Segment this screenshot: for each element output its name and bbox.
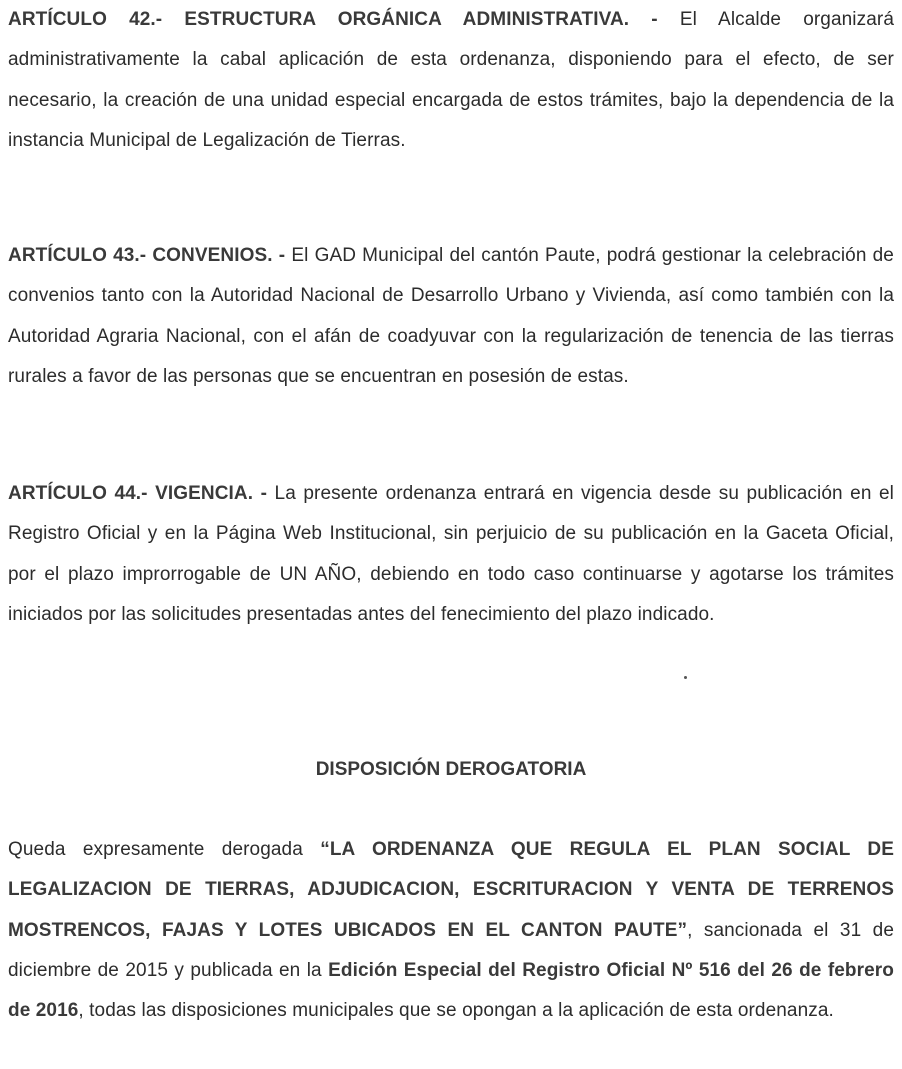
scan-speck [684, 676, 687, 679]
disposicion-intro: Queda expresamente derogada [8, 839, 321, 860]
article-43-heading: ARTÍCULO 43.- CONVENIOS. - [8, 245, 286, 266]
disposicion-middle: , sancionada el 31 de diciembre de 2015 y publicada en la [8, 919, 894, 981]
article-42 [8, 0, 894, 161]
disposicion-derogatoria-body [8, 830, 894, 1031]
article-42-heading: ARTÍCULO 42.- ESTRUCTURA ORGÁNICA ADMINISTRATIVA. - [8, 9, 658, 30]
article-44 [8, 474, 894, 635]
derogated-ordinance-name: “LA ORDENANZA QUE REGULA EL PLAN SOCIAL DE LEGALIZACION DE TIERRAS, ADJUDICACION, ESCRITURACION Y VENTA DE TERRENOS MOSTRENCOS, FAJAS Y LOTES UBICADOS EN EL CANTON PAUTE” [8, 839, 894, 941]
article-43-body: El GAD Municipal del cantón Paute, podrá gestionar la celebración de convenios tanto con la Autoridad Nacional de Desarrollo Urbano y Vivienda, así como también con la Autoridad Agraria Nacional, con el afán de coadyuvar con la regularización de tenencia de las tierras rurales a favor de las personas que se encuentran en posesión de estas. [8, 245, 894, 387]
registro-oficial-reference: Edición Especial del Registro Oficial Nº 516 del 26 de febrero de 2016 [8, 959, 894, 1022]
article-44-heading: ARTÍCULO 44.- VIGENCIA. - [8, 483, 268, 504]
article-44-body: La presente ordenanza entrará en vigencia desde su publicación en el Registro Oficial y en la Página Web Institucional, sin perjuicio de su publicación en la Gaceta Oficial, por el plazo improrrogable de UN AÑO, debiendo en todo caso continuarse y agotarse los trámites iniciados por las solicitudes presentadas antes del fenecimiento del plazo indicado. [8, 483, 894, 625]
disposicion-closing: , todas las disposiciones municipales que se opongan a la aplicación de esta ordenanza. [78, 1000, 834, 1022]
article-43 [8, 236, 894, 397]
section-title-disposicion-derogatoria: DISPOSICIÓN DEROGATORIA [315, 759, 587, 780]
article-42-body: El Alcalde organizará administrativamente la cabal aplicación de esta ordenanza, disponiendo para el efecto, de ser necesario, la creación de una unidad especial encargada de estos trámites, bajo la dependencia de la instancia Municipal de Legalización de Tierras. [8, 9, 894, 151]
